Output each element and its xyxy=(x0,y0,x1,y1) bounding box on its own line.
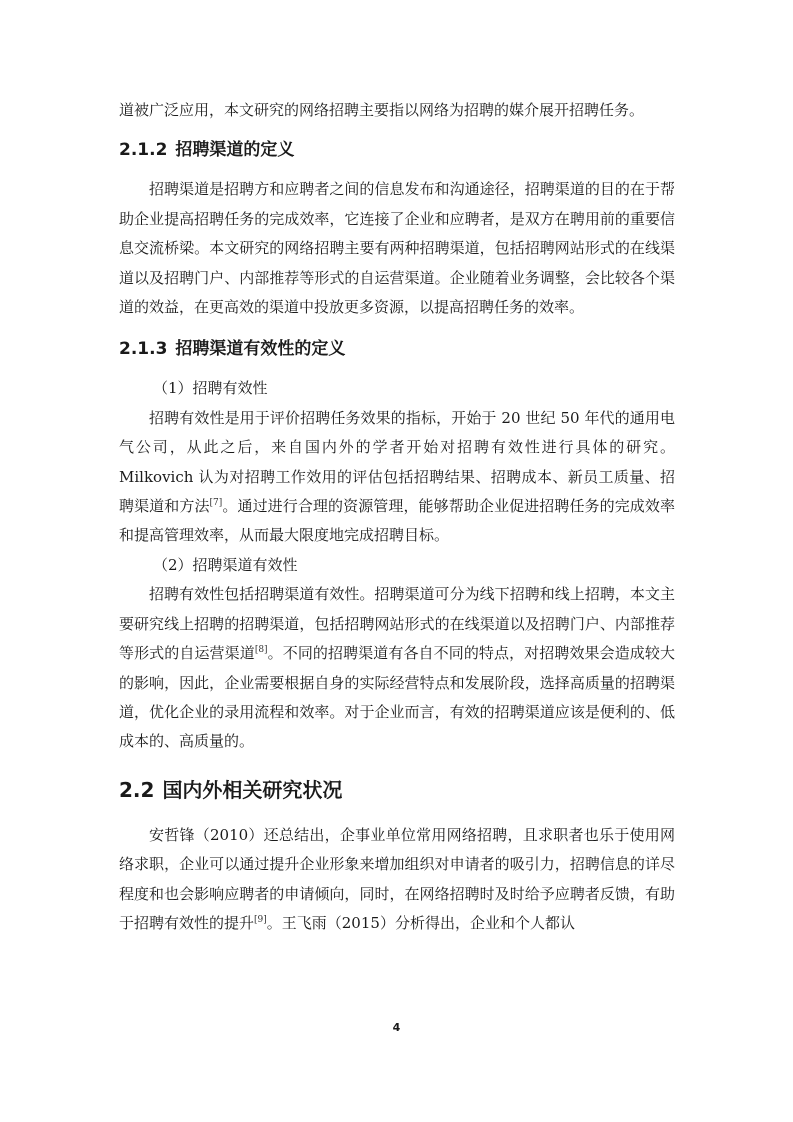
continuation-paragraph: 道被广泛应用，本文研究的网络招聘主要指以网络为招聘的媒介展开招聘任务。 xyxy=(119,101,645,119)
paragraph-text: 。王飞雨（2015）分析得出，企业和个人都认 xyxy=(266,913,575,932)
page-content xyxy=(119,96,675,938)
citation-7: [7] xyxy=(209,498,223,509)
section-heading-2-2 xyxy=(119,775,675,805)
paragraph-text: 。通过进行合理的资源管理，能够帮助企业促进招聘任务的完成效率和提高管理效率，从而最大限度地完成招聘目标。 xyxy=(119,497,675,545)
paragraph-text: 招聘有效性包括招聘渠道有效性。招聘渠道可分为线下招聘和线上招聘，本文主要研究线上招聘的招聘渠道，包括招聘网站形式的在线渠道以及招聘门户、内部推荐等形式的自运营渠道 xyxy=(119,585,675,663)
section-title: 国内外相关研究状况 xyxy=(162,777,343,802)
page-number: 4 xyxy=(392,1021,401,1034)
paragraph-channel-effectiveness xyxy=(119,580,675,756)
section-number: 2.1.2 xyxy=(119,140,168,161)
section-title: 招聘渠道有效性的定义 xyxy=(175,339,346,360)
section-number: 2.1.3 xyxy=(119,339,168,360)
section-heading-2-1-2 xyxy=(119,137,675,163)
paragraph-text: 。不同的招聘渠道有各自不同的特点，对招聘效果会造成较大的影响，因此，企业需要根据自身的实际经营特点和发展阶段，选择高质量的招聘渠道，优化企业的录用流程和效率。对于企业而言，有效的招聘渠道应该是便利的、低成本的、高质量的。 xyxy=(119,644,675,751)
paragraph-channel-definition: 招聘渠道是招聘方和应聘者之间的信息发布和沟通途径，招聘渠道的目的在于帮助企业提高招聘任务的完成效率，它连接了企业和应聘者，是双方在聘用前的重要信息交流桥梁。本文研究的网络招聘主要有两种招聘渠道，包括招聘网站形式的在线渠道以及招聘门户、内部推荐等形式的自运营渠道。企业随着业务调整，会比较各个渠道的效益，在更高效的渠道中投放更多资源，以提高招聘任务的效率。 xyxy=(119,180,675,317)
section-number: 2.2 xyxy=(119,777,155,802)
list-label-1: （1）招聘有效性 xyxy=(153,379,268,398)
citation-9: [9] xyxy=(254,914,267,925)
paragraph-text: 安哲锋（2010）还总结出，企事业单位常用网络招聘，且求职者也乐于使用网络求职，企业可以通过提升企业形象来增加组织对申请者的吸引力，招聘信息的详尽程度和也会影响应聘者的申请倾向，同时，在网络招聘时及时给予应聘者反馈，有助于招聘有效性的提升 xyxy=(119,825,675,932)
section-heading-2-1-3 xyxy=(119,336,675,362)
citation-8: [8] xyxy=(254,645,268,656)
paragraph-text: 招聘有效性是用于评价招聘任务效果的指标，开始于 20 世纪 50 年代的通用电气公司，从此之后，来自国内外的学者开始对招聘有效性进行具体的研究。Milkovich 认为对招聘工作效用的评估包括招聘结果、招聘成本、新员工质量、招聘渠道和方法 xyxy=(119,408,675,516)
paragraph-research-status xyxy=(119,821,675,939)
paragraph-recruitment-effectiveness xyxy=(119,404,675,551)
list-label-2: （2）招聘渠道有效性 xyxy=(153,555,298,574)
section-title: 招聘渠道的定义 xyxy=(175,140,295,161)
